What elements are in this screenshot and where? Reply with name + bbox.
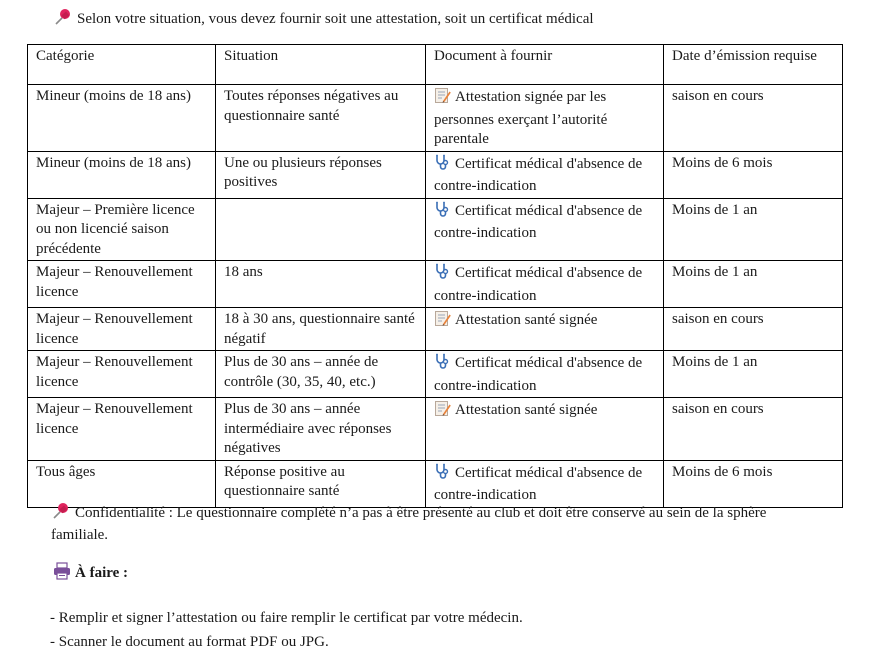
category-cell-text: Tous âges [36, 463, 96, 480]
category-cell [28, 308, 216, 351]
document-cell-text: Attestation santé signée [455, 402, 598, 418]
stethoscope-icon [434, 201, 451, 225]
situation-cell-text: Toutes réponses négatives au questionnaire santé [224, 88, 399, 124]
date-cell [664, 198, 843, 261]
table-row [28, 308, 843, 351]
intro-line [53, 8, 594, 29]
category-cell-text: Majeur – Renouvellement licence [36, 311, 193, 347]
situation-cell [216, 398, 426, 461]
todo-title: À faire : [75, 565, 129, 581]
situation-cell [216, 151, 426, 198]
table-row [28, 398, 843, 461]
document-cell [426, 351, 664, 398]
table-row [28, 351, 843, 398]
situation-cell [216, 261, 426, 308]
document-cell-text: Attestation santé signée [455, 312, 598, 328]
date-cell-text: Moins de 1 an [672, 354, 758, 370]
category-cell-text: Majeur – Renouvellement licence [36, 354, 193, 390]
document-cell [426, 261, 664, 308]
category-cell [28, 151, 216, 198]
situation-cell-text: 18 ans [224, 264, 263, 280]
date-cell-text: Moins de 1 an [672, 201, 758, 218]
category-cell [28, 351, 216, 398]
stethoscope-icon [434, 263, 451, 287]
date-cell-text: Moins de 6 mois [672, 463, 773, 480]
date-cell [664, 460, 843, 507]
date-cell-text: Moins de 6 mois [672, 154, 773, 171]
date-cell [664, 261, 843, 308]
document-cell-text: Certificat médical d'absence de contre-indication [434, 202, 643, 241]
table-row [28, 460, 843, 507]
date-cell [664, 151, 843, 198]
document-cell-text: Certificat médical d'absence de contre-indication [434, 155, 643, 194]
date-cell [664, 85, 843, 152]
document-cell [426, 398, 664, 461]
category-cell-text: Mineur (moins de 18 ans) [36, 88, 191, 104]
stethoscope-icon [434, 154, 451, 178]
todo-item: - Scanner le document au format PDF ou JPG. [50, 634, 329, 650]
table-row [28, 261, 843, 308]
pushpin-icon [51, 502, 71, 520]
table-row [28, 198, 843, 261]
stethoscope-icon [434, 463, 451, 487]
situation-cell-text: Réponse positive au questionnaire santé [224, 463, 345, 499]
category-cell-text: Majeur – Première licence ou non licencié saison précédente [36, 201, 195, 257]
date-cell-text: saison en cours [672, 401, 764, 417]
category-cell [28, 398, 216, 461]
table-row [28, 151, 843, 198]
category-cell [28, 261, 216, 308]
memo-icon [434, 310, 451, 334]
document-cell [426, 460, 664, 507]
date-cell-text: saison en cours [672, 311, 764, 327]
date-cell [664, 351, 843, 398]
category-cell [28, 198, 216, 261]
todo-item: - Remplir et signer l’attestation ou faire remplir le certificat par votre médecin. [50, 610, 523, 626]
situation-cell [216, 85, 426, 152]
document-cell-text: Certificat médical d'absence de contre-indication [434, 355, 643, 394]
confidentiality-note [51, 502, 821, 546]
situation-cell [216, 460, 426, 507]
document-cell-text: Certificat médical d'absence de contre-indication [434, 265, 643, 304]
memo-icon [434, 400, 451, 424]
situation-cell [216, 198, 426, 261]
document-cell [426, 151, 664, 198]
table-body [28, 85, 843, 508]
header-situation: Situation [216, 45, 426, 85]
table-row [28, 85, 843, 152]
document-cell [426, 198, 664, 261]
header-date: Date d’émission requise [664, 45, 843, 85]
intro-text: Selon votre situation, vous devez fournir soit une attestation, soit un certificat médical [77, 11, 594, 27]
pushpin-icon [53, 8, 73, 26]
requirements-table [27, 44, 843, 508]
situation-cell [216, 351, 426, 398]
todo-heading [53, 562, 128, 584]
date-cell [664, 308, 843, 351]
table-header-row [28, 45, 843, 85]
situation-cell-text: Une ou plusieurs réponses positives [224, 154, 382, 190]
category-cell-text: Majeur – Renouvellement licence [36, 264, 193, 300]
category-cell [28, 85, 216, 152]
date-cell [664, 398, 843, 461]
situation-cell-text: Plus de 30 ans – année intermédiaire avec réponses négatives [224, 401, 392, 456]
stethoscope-icon [434, 353, 451, 377]
document-cell-text: Certificat médical d'absence de contre-indication [434, 464, 643, 503]
memo-icon [434, 87, 451, 111]
category-cell-text: Mineur (moins de 18 ans) [36, 154, 191, 171]
document-cell-text: Attestation signée par les personnes exerçant l’autorité parentale [434, 89, 608, 147]
confidentiality-text: Confidentialité : Le questionnaire complété n’a pas à être présenté au club et doit être conservé au sein de la sphère familiale. [51, 505, 767, 543]
header-document: Document à fournir [426, 45, 664, 85]
todo-list [50, 606, 523, 654]
header-category: Catégorie [28, 45, 216, 85]
situation-cell-text: 18 à 30 ans, questionnaire santé négatif [224, 311, 415, 347]
category-cell-text: Majeur – Renouvellement licence [36, 401, 193, 437]
document-cell [426, 85, 664, 152]
situation-cell-text: Plus de 30 ans – année de contrôle (30, 35, 40, etc.) [224, 354, 379, 390]
situation-cell [216, 308, 426, 351]
date-cell-text: Moins de 1 an [672, 264, 758, 280]
date-cell-text: saison en cours [672, 88, 764, 104]
category-cell [28, 460, 216, 507]
document-cell [426, 308, 664, 351]
printer-icon [53, 562, 71, 580]
